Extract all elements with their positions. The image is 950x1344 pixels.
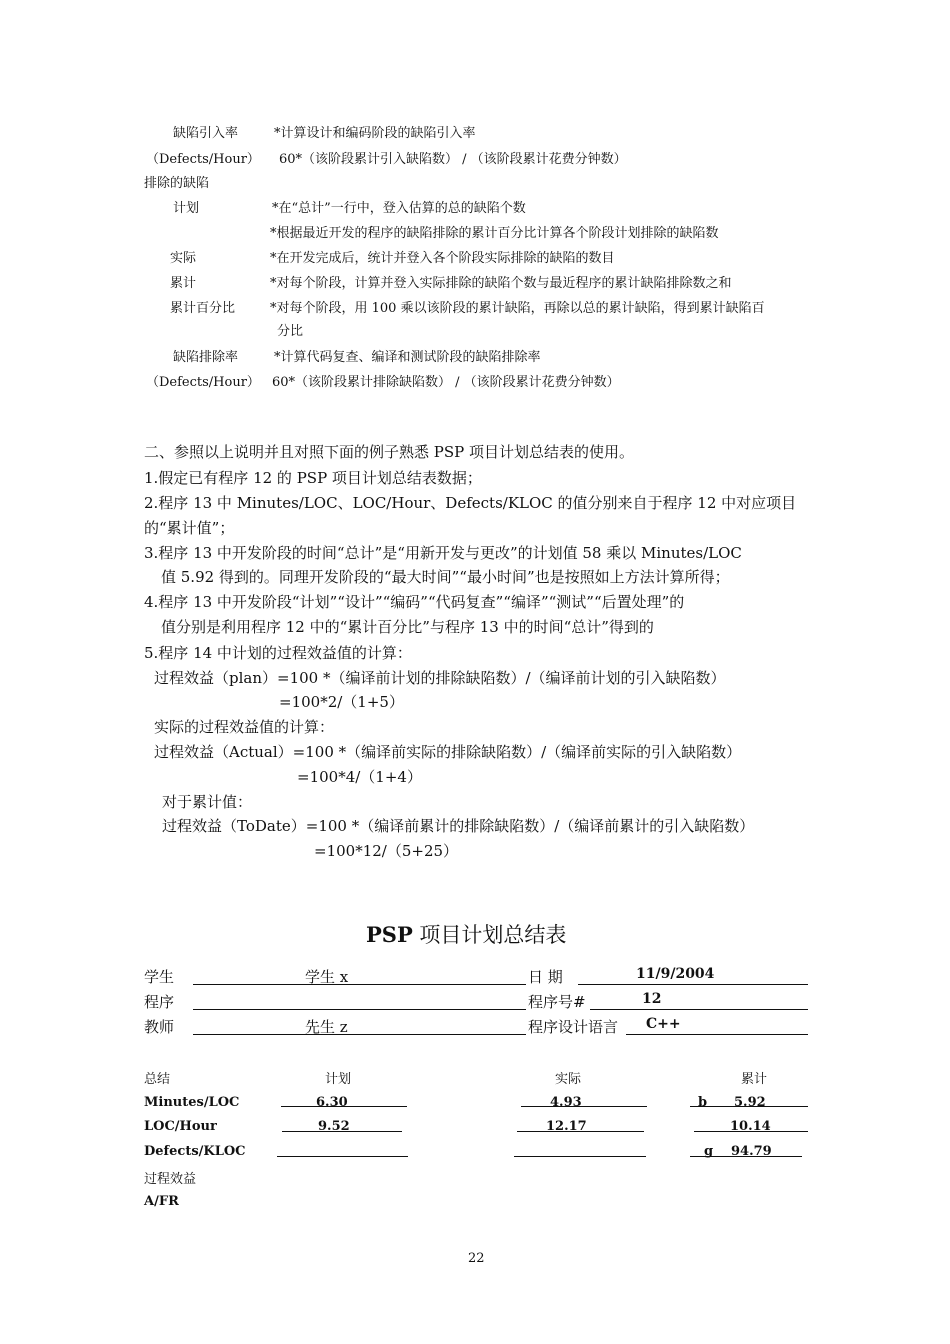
formula-line: 过程效益（plan）=100 *（编译前计划的排除缺陷数）/（编译前计划的引入缺陷数） — [154, 669, 726, 687]
section-heading: 二、参照以上说明并且对照下面的例子熟悉 PSP 项目计划总结表的使用。 — [144, 443, 635, 461]
def-term: 累计 — [170, 276, 197, 291]
date-underline — [578, 984, 808, 985]
actual-field[interactable] — [521, 1091, 647, 1107]
plan-field[interactable] — [277, 1141, 408, 1157]
row-label: LOC/Hour — [144, 1119, 217, 1134]
def-term: 实际 — [170, 251, 197, 266]
formula-line: =100*2/（1+5） — [279, 693, 404, 711]
todate-header: 累计 — [741, 1072, 768, 1087]
formula-line: 过程效益（ToDate）=100 *（编译前累计的排除缺陷数）/（编译前累计的引入缺陷数） — [162, 817, 755, 835]
date-field[interactable]: 11/9/2004 — [636, 966, 715, 982]
plan-value: 6.30 — [316, 1095, 348, 1110]
student-label: 学生 — [144, 968, 175, 986]
section-item: 对于累计值： — [162, 793, 253, 811]
def-desc: 60*（该阶段累计排除缺陷数） / （该阶段累计花费分钟数） — [272, 375, 620, 390]
teacher-underline — [193, 1034, 526, 1035]
language-field[interactable]: C++ — [646, 1016, 681, 1032]
todate-value: 10.14 — [730, 1119, 771, 1134]
program-label: 程序 — [144, 993, 175, 1011]
student-field[interactable]: 学生 x — [305, 968, 349, 986]
def-term: 排除的缺陷 — [144, 176, 210, 191]
todate-value: 94.79 — [731, 1144, 772, 1159]
row-label: Defects/KLOC — [144, 1144, 246, 1159]
todate-value: 5.92 — [734, 1095, 766, 1110]
def-desc: 60*（该阶段累计引入缺陷数） / （该阶段累计花费分钟数） — [279, 152, 627, 167]
def-term: 计划 — [173, 201, 200, 216]
def-term: （Defects/Hour） — [146, 375, 260, 390]
date-label: 日 期 — [528, 968, 563, 986]
section-item: 值分别是利用程序 12 中的“累计百分比”与程序 13 中的时间“总计”得到的 — [161, 618, 654, 636]
actual-value: 12.17 — [546, 1119, 587, 1134]
todate-prefix: b — [698, 1095, 708, 1110]
actual-value: 4.93 — [550, 1095, 582, 1110]
page-number: 22 — [468, 1251, 485, 1266]
def-desc: *对每个阶段，用 100 乘以该阶段的累计缺陷，再除以总的累计缺陷，得到累计缺陷百 — [270, 301, 765, 316]
teacher-field[interactable]: 先生 z — [305, 1018, 348, 1036]
section-item: 4.程序 13 中开发阶段“计划”“设计”“编码”“代码复查”“编译”“测试”“后置处理”的 — [144, 593, 685, 611]
section-item: 5.程序 14 中计划的过程效益值的计算： — [144, 644, 412, 662]
section-item: 1.假定已有程序 12 的 PSP 项目计划总结表数据； — [144, 469, 482, 487]
summary-header: 总结 — [144, 1072, 171, 1087]
row-label: Minutes/LOC — [144, 1095, 240, 1110]
def-term: 缺陷引入率 — [173, 126, 239, 141]
program-no-underline — [590, 1009, 808, 1010]
section-item: 实际的过程效益值的计算： — [154, 718, 335, 736]
def-desc: 分比 — [277, 324, 304, 339]
section-item: 值 5.92 得到的。同理开发阶段的“最大时间”“最小时间”也是按照如上方法计算所得； — [161, 568, 730, 586]
plan-value: 9.52 — [318, 1119, 350, 1134]
def-term: 累计百分比 — [170, 301, 236, 316]
formula-line: =100*12/（5+25） — [314, 842, 459, 860]
section-item: 3.程序 13 中开发阶段的时间“总计”是“用新开发与更改”的计划值 58 乘以 Minutes/LOC — [144, 544, 742, 562]
teacher-label: 教师 — [144, 1018, 175, 1036]
def-desc: *在“总计”一行中，登入估算的总的缺陷个数 — [272, 201, 526, 216]
form-title: PSP 项目计划总结表 — [366, 922, 567, 947]
todate-prefix: g — [704, 1144, 714, 1159]
def-desc: *根据最近开发的程序的缺陷排除的累计百分比计算各个阶段计划排除的缺陷数 — [270, 226, 719, 241]
def-desc: *在开发完成后，统计并登入各个阶段实际排除的缺陷的数目 — [270, 251, 615, 266]
formula-line: 过程效益（Actual）=100 *（编译前实际的排除缺陷数）/（编译前实际的引入缺陷数） — [154, 743, 742, 761]
program-underline — [193, 1009, 526, 1010]
def-desc: *计算代码复查、编译和测试阶段的缺陷排除率 — [274, 350, 541, 365]
def-term: 缺陷排除率 — [173, 350, 239, 365]
language-label: 程序设计语言 — [528, 1018, 619, 1036]
program-no-field[interactable]: 12 — [642, 991, 662, 1007]
def-term: （Defects/Hour） — [146, 152, 260, 167]
student-underline — [193, 984, 526, 985]
plan-header: 计划 — [325, 1072, 352, 1087]
program-no-label: 程序号# — [528, 993, 586, 1011]
def-desc: *计算设计和编码阶段的缺陷引入率 — [274, 126, 476, 141]
actual-header: 实际 — [555, 1072, 582, 1087]
row-label: 过程效益 — [144, 1172, 197, 1187]
actual-field[interactable] — [514, 1141, 646, 1157]
formula-line: =100*4/（1+4） — [297, 768, 422, 786]
section-item: 2.程序 13 中 Minutes/LOC、LOC/Hour、Defects/KLOC 的值分别来自于程序 12 中对应项目 — [144, 494, 797, 512]
def-desc: *对每个阶段，计算并登入实际排除的缺陷个数与最近程序的累计缺陷排除数之和 — [270, 276, 732, 291]
row-label: A/FR — [144, 1194, 179, 1209]
section-item: 的“累计值”； — [144, 519, 235, 537]
language-underline — [626, 1034, 808, 1035]
